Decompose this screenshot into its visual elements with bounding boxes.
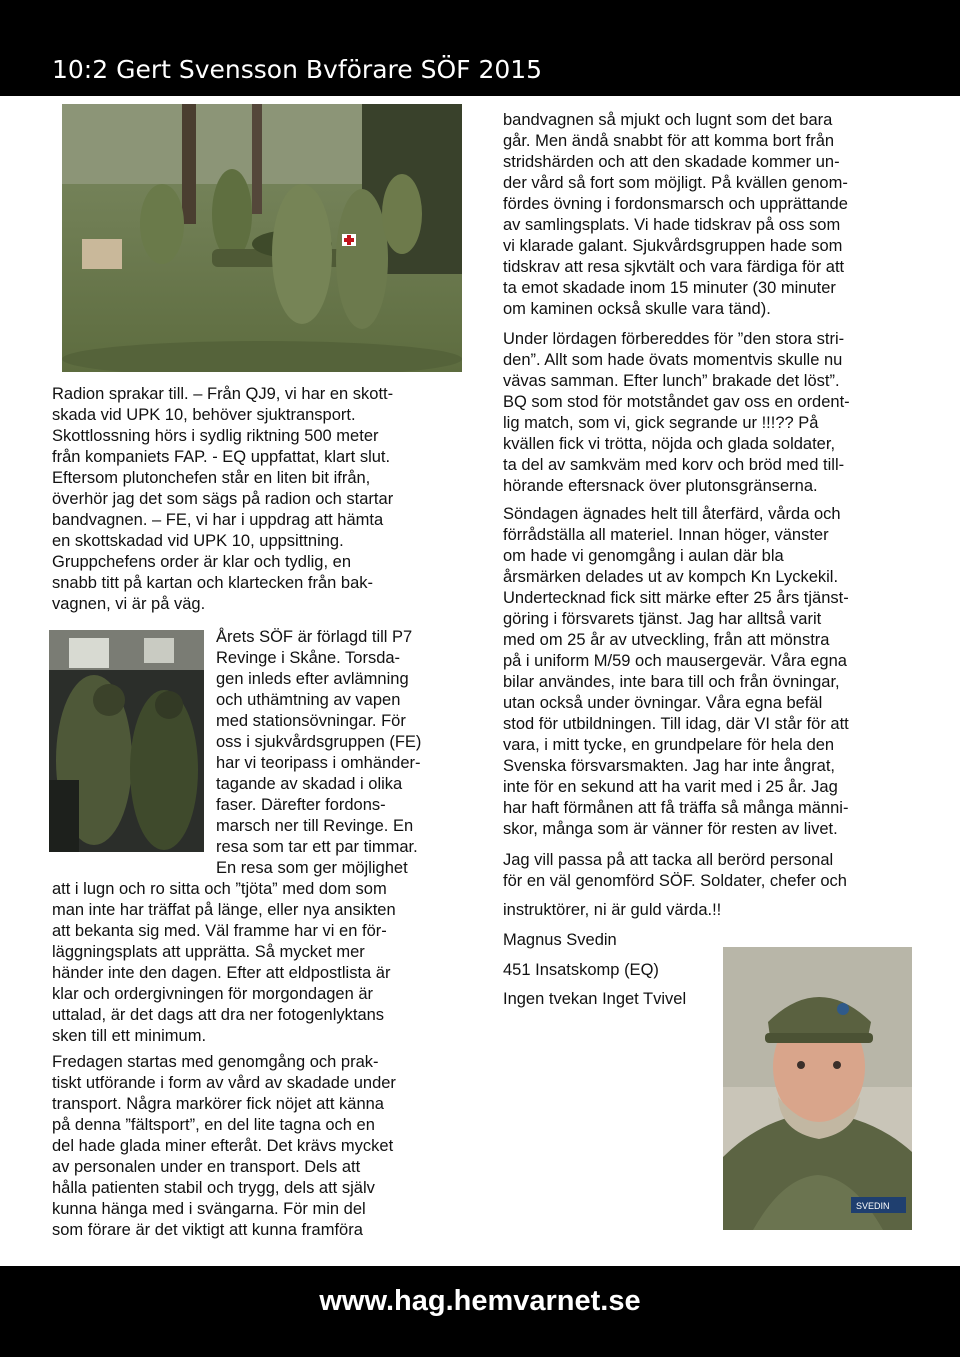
vehicle-interior-photo — [49, 630, 204, 852]
stretcher-photo — [62, 104, 462, 372]
portrait-photo — [723, 947, 912, 1230]
signature-motto: Ingen tvekan Inget Tvivel — [503, 990, 687, 1008]
left-paragraph-1: Radion sprakar till. – Från QJ9, vi har en skott- skada vid UPK 10, behöver sjuktransport. Skottlossning hörs i sydlig riktning 500 meter från kompaniets FAP. - EQ uppfattat, klart slut. Eftersom plutonchefen står en liten bit ifrån, överhör jag det som sägs på radion och startar bandvagnen. – FE, vi har i uppdrag att hämta en skottskadad vid UPK 10, uppsittning. Gruppchefens order är klar och tydlig, en snabb titt på kartan och klartecken från bak- vagnen, vi är på väg. — [52, 385, 394, 613]
left-paragraph-2-beside: Årets SÖF är förlagd till P7 Revinge i Skåne. Torsda- gen inleds efter avlämning och uthämtning av vapen med stationsövningar. För oss i sjukvårdsgruppen (FE) har vi teoripass i omhänder- tagande av skadad i olika faser. Därefter fordons- marsch ner till Revinge. En resa som tar ett par timmar. En resa som ger möjlighet — [216, 628, 422, 877]
right-paragraph-4: Jag vill passa på att tacka all berörd personal för en väl genomförd SÖF. Soldater, chefer och — [503, 851, 847, 890]
signature-name: Magnus Svedin — [503, 931, 617, 949]
right-paragraph-2: Under lördagen förbereddes för ”den stora stri- den”. Allt som hade övats momentvis skulle nu vävas samman. Efter lunch” brakade det löst”. BQ som stod för motståndet gav oss en ordent- lig match, som vi, gick segrande ur !!!?? På kvällen fick vi trötta, nöjda och glada soldater, ta del av samkväm med korv och bröd med till- hörande eftersnack över plutonsgränserna. — [503, 330, 850, 495]
left-paragraph-2-full: att i lugn och ro sitta och ”tjöta” med dom som man inte har träffat på länge, eller nya ansikten att bekanta sig med. Väl framme har vi en för- läggningsplats att upprätta. Så mycket mer händer inte den dagen. Efter att eldpostlista är klar och ordergivningen för morgondagen är uttalad, är det dags att dra ner fotogenlyktans sken till ett minimum. — [52, 880, 396, 1045]
left-paragraph-3: Fredagen startas med genomgång och prak- tiskt utförande i form av vård av skadade under transport. Några markörer fick nöjet att känna på denna ”fältsport”, en del lite tagna och en del hade glada miner efteråt. Det krävs mycket av personalen under en transport. Dels att hålla patienten stabil och trygg, dels att själv kunna hänga med i svängarna. För min del som förare är det viktigt att kunna framföra — [52, 1053, 396, 1239]
page-title: 10:2 Gert Svensson Bvförare SÖF 2015 — [52, 55, 543, 84]
footer-url-link[interactable]: www.hag.hemvarnet.se — [319, 1285, 641, 1317]
signature-unit: 451 Insatskomp (EQ) — [503, 961, 659, 979]
right-paragraph-3: Söndagen ägnades helt till återfärd, vårda och förrådställa all materiel. Innan höger, vänster om hade vi genomgång i aulan där bla årsmärken delades ut av kompch Kn Lyckekil. Undertecknad fick sitt märke efter 25 års tjänst- göring i försvarets tjänst. Jag har alltså varit med om 25 år av utveckling, från att mönstra på i uniform M/59 och mausergevär. Våra egna bilar användes, inte bara till och från övningar, utan också under övningar. Våra egna befäl stod för utbildningen. Till idag, där VI står för att vara, i mitt tycke, en grundpelare för hela den Svenska försvarsmakten. Jag har inte ångrat, inte för en sekund att ha varit med i 25 år. Jag har haft förmånen att få träffa så många männi- skor, många som är vänner för resten av livet. — [503, 505, 849, 838]
right-paragraph-1: bandvagnen så mjukt och lugnt som det bara går. Men ändå snabbt för att komma bort från stridshärden och att den skadade kommer un- der vård så fort som möjligt. På kvällen genom- fördes övning i fordonsmarsch och upprättande av samlingsplats. Vi hade tidskrav på oss som vi klarade galant. Sjukvårdsgruppen hade som tidskrav att resa sjkvtält och vara färdiga för att ta emot skadade inom 15 minuter (30 minuter om kaminen också skulle vara tänd). — [503, 111, 848, 318]
name-tag: SVEDIN — [856, 1201, 890, 1211]
right-paragraph-5: instruktörer, ni är guld värda.!! — [503, 901, 722, 919]
